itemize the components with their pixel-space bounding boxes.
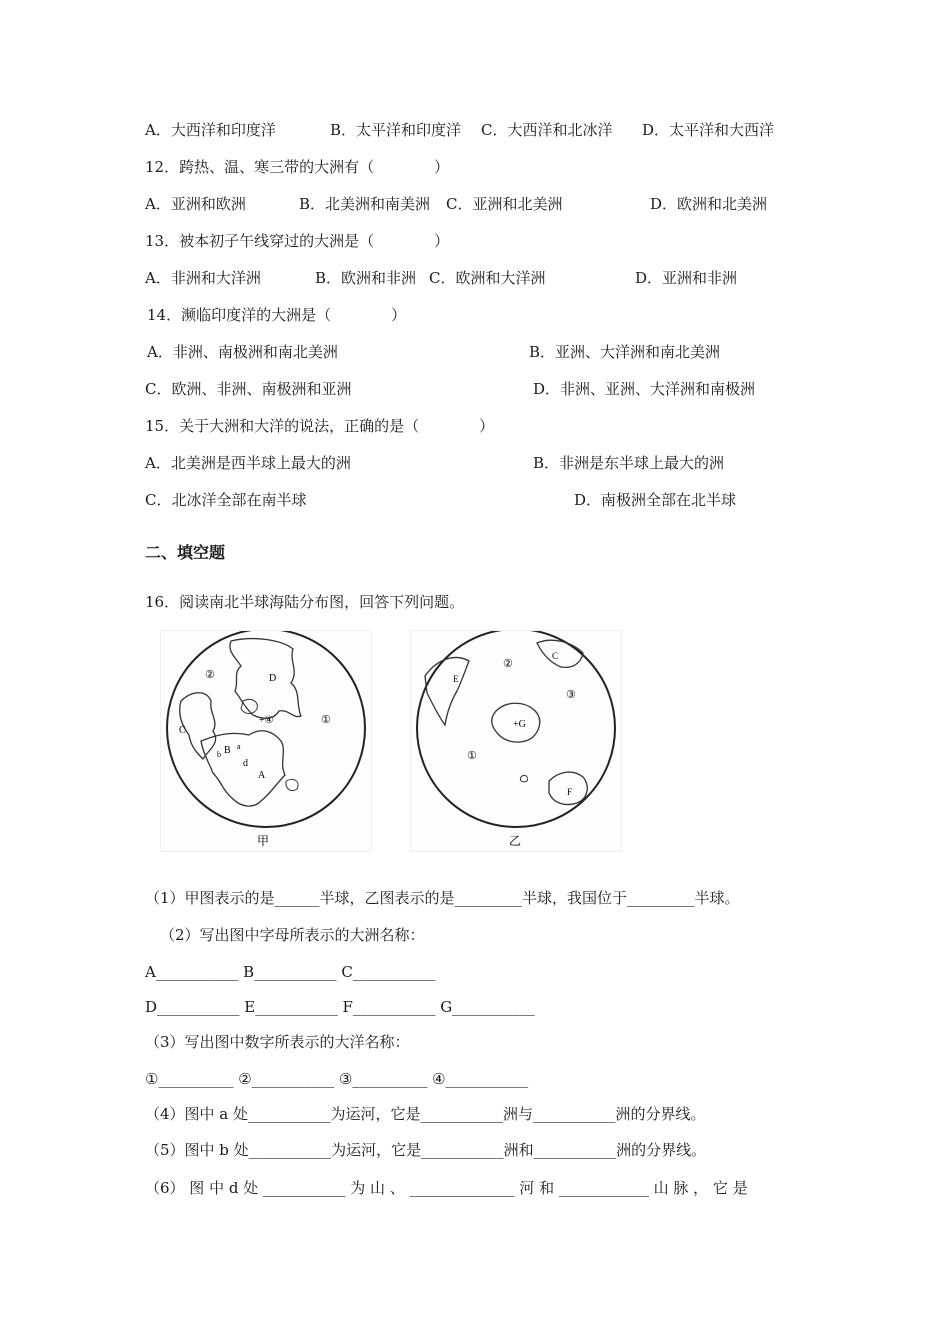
- q16-stem: 16．阅读南北半球海陆分布图，回答下列问题。: [145, 593, 465, 611]
- q13-option-b: B．欧洲和非洲: [315, 269, 417, 287]
- q14-option-b: B．亚洲、大洋洲和南北美洲: [529, 343, 721, 361]
- q13-option-d: D．亚洲和非洲: [635, 269, 738, 287]
- q16-sub5: （5）图中 b 处___________为运河，它是___________洲和___________洲的分界线。: [145, 1141, 707, 1159]
- q11-option-d: D．太平洋和大西洋: [642, 121, 775, 139]
- label-continent-e: E: [453, 674, 459, 684]
- label-point-b: b: [217, 750, 221, 759]
- label-ocean-2-yi: ②: [503, 658, 513, 670]
- hemisphere-outline-jia: [167, 631, 365, 827]
- land-island: [286, 779, 298, 790]
- q11-option-b: B．太平洋和印度洋: [330, 121, 462, 139]
- land-africa-south: [537, 640, 583, 667]
- q13-stem: 13．被本初子午线穿过的大洲是（ ）: [145, 232, 450, 250]
- map-yi-figure: [411, 631, 621, 851]
- q16-row-abc: A___________ B___________ C___________: [145, 963, 436, 981]
- label-ocean-3: ③: [566, 689, 576, 701]
- q12-option-b: B．北美洲和南美洲: [299, 195, 431, 213]
- q14-stem: 14．濒临印度洋的大洲是（ ）: [147, 306, 407, 324]
- q15-option-b: B．非洲是东半球上最大的洲: [533, 454, 725, 472]
- label-continent-c-yi: C: [552, 651, 559, 661]
- map-jia-caption: 甲: [257, 834, 270, 848]
- land-south-america: [425, 657, 469, 725]
- q15-option-c: C．北冰洋全部在南半球: [145, 491, 307, 509]
- q13-option-c: C．欧洲和大洋洲: [429, 269, 546, 287]
- label-continent-d-upper: D: [269, 673, 277, 684]
- label-continent-b: B: [224, 745, 231, 756]
- q14-option-a: A．非洲、南极洲和南北美洲: [147, 343, 338, 361]
- map-yi: [410, 630, 622, 852]
- q16-sub3: （3）写出图中数字所表示的大洋名称：: [145, 1033, 410, 1051]
- q13-option-a: A．非洲和大洋洲: [145, 269, 261, 287]
- q16-row-defg: D___________ E___________ F___________ G___________: [145, 998, 535, 1016]
- q15-stem: 15．关于大洲和大洋的说法，正确的是（ ）: [145, 417, 495, 435]
- q11-option-c: C．大西洋和北冰洋: [481, 121, 613, 139]
- q12-stem: 12．跨热、温、寒三带的大洲有（ ）: [145, 158, 450, 176]
- label-point-a: a: [237, 742, 241, 751]
- map-jia: [160, 630, 372, 852]
- label-ocean-4: +④: [259, 715, 274, 726]
- label-ocean-1: ①: [321, 714, 331, 726]
- q16-row-oceans: ①__________ ②___________ ③__________ ④___________: [145, 1070, 529, 1088]
- q16-sub4: （4）图中 a 处___________为运河，它是___________洲与___________洲的分界线。: [145, 1105, 706, 1123]
- section-heading-fill-blank: 二、填空题: [145, 543, 226, 562]
- land-island-nz: [520, 775, 527, 781]
- q12-option-a: A．亚洲和欧洲: [145, 195, 246, 213]
- q15-option-a: A．北美洲是西半球上最大的洲: [145, 454, 351, 472]
- q16-sub6: （6） 图 中 d 处 ___________ 为 山 、 ______________ 河 和 ____________ 山 脉 ， 它 是: [145, 1179, 748, 1197]
- label-point-d: d: [243, 758, 248, 769]
- q12-option-d: D．欧洲和北美洲: [650, 195, 768, 213]
- q16-sub1: （1）甲图表示的是______半球，乙图表示的是_________半球，我国位于_________半球。: [145, 889, 740, 907]
- q15-option-d: D．南极洲全部在北半球: [574, 491, 737, 509]
- land-north-asia: [230, 639, 301, 719]
- label-continent-a: A: [258, 770, 266, 781]
- q14-option-d: D．非洲、亚洲、大洋洲和南极洲: [533, 380, 756, 398]
- q14-option-c: C．欧洲、非洲、南极洲和亚洲: [145, 380, 352, 398]
- map-yi-caption: 乙: [509, 834, 522, 848]
- label-ocean-2: ②: [205, 669, 215, 681]
- map-jia-figure: [161, 631, 371, 851]
- label-continent-f: F: [567, 787, 573, 797]
- q16-sub2: （2）写出图中字母所表示的大洲名称：: [160, 926, 425, 944]
- label-continent-g: +G: [513, 719, 526, 730]
- q12-option-c: C．亚洲和北美洲: [446, 195, 563, 213]
- label-ocean-1-yi: ①: [467, 750, 477, 762]
- q11-option-a: A．大西洋和印度洋: [145, 121, 276, 139]
- label-continent-c: C: [179, 725, 186, 736]
